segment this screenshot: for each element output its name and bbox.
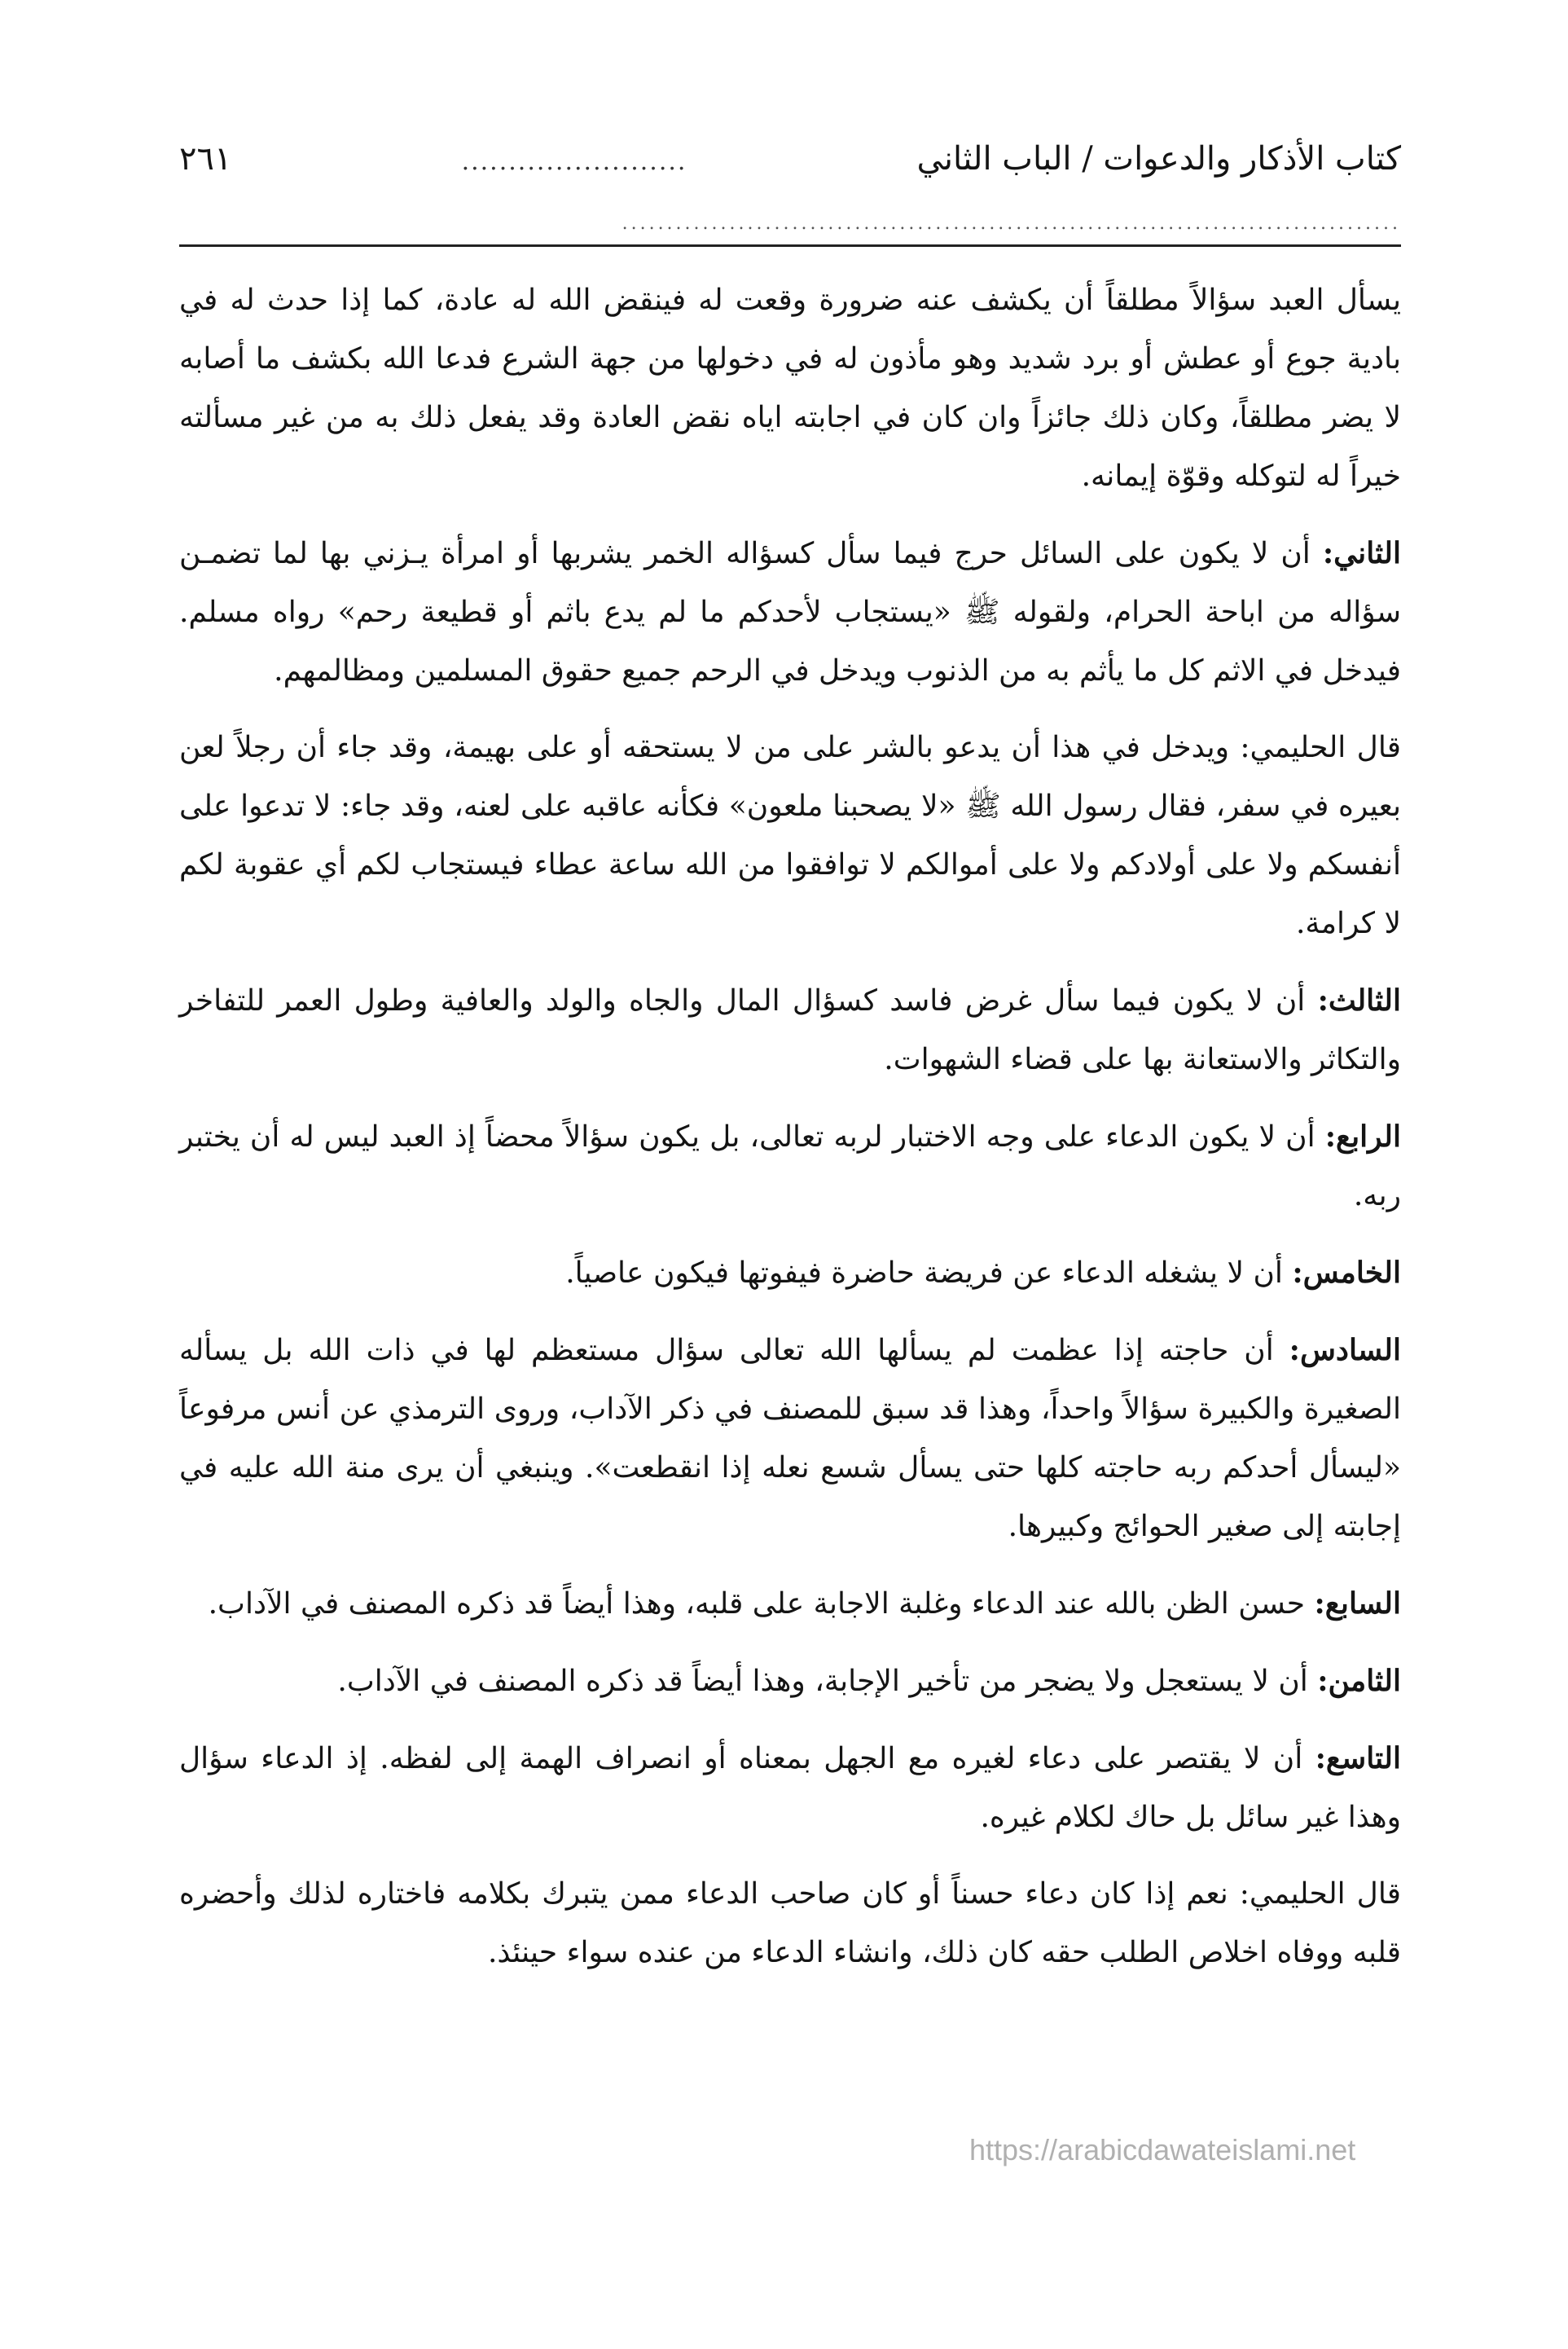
paragraph-10 <box>179 1729 1401 1847</box>
paragraph-text: يسأل العبد سؤالاً مطلقاً أن يكشف عنه ضرورة وقعت له فينقض الله له عادة، كما إذا حدث له في بادية جوع أو عطش أو برد شديد وهو مأذون له في دخولها من جهة الشرع فدعا الله بكشف ما أصابه لا يضر مطلقاً، وكان ذلك جائزاً وان كان في اجابته اياه نقض العادة وقد يفعل ذلك به من غير مسألته خيراً له لتوكله وقوّة إيمانه. <box>179 284 1402 493</box>
chapter-title: كتاب الأذكار والدعوات / الباب الثاني <box>916 140 1401 178</box>
header-rule <box>179 244 1401 247</box>
paragraph-lead: التاسع: <box>1315 1741 1401 1775</box>
paragraph-lead: الرابع: <box>1324 1120 1401 1154</box>
paragraph-text: قال الحليمي: نعم إذا كان دعاء حسناً أو كان صاحب الدعاء ممن يتبرك بكلامه فاختاره لذلك وأحضره قلبه ووفاه اخلاص الطلب حقه كان ذلك، وانشاء الدعاء من عنده سواء حينئذ. <box>179 1877 1401 1969</box>
paragraph-2 <box>179 524 1401 701</box>
paragraph-text: أن لا يكون فيما سأل غرض فاسد كسؤال المال والجاه والولد والعافية وطول العمر للتفاخر والتكاثر والاستعانة بها على قضاء الشهوات. <box>179 984 1401 1076</box>
paragraph-6 <box>179 1243 1401 1303</box>
paragraph-text: قال الحليمي: ويدخل في هذا أن يدعو بالشر على من لا يستحقه أو على بهيمة، وقد جاء أن رجلاً لعن بعيره في سفر، فقال رسول الله ﷺ «لا يصحبنا ملعون» فكأنه عاقبه على لعنه، وقد جاء: لا تدعوا على أنفسكم ولا على أولادكم ولا على أموالكم لا توافقوا من الله ساعة عطاء فيستجاب لكم أي عقوبة لكم لا كرامة. <box>179 731 1401 940</box>
paragraph-lead: الثالث: <box>1317 983 1401 1018</box>
paragraph-text: أن حاجته إذا عظمت لم يسألها الله تعالى سؤال مستعظم لها في ذات الله بل يسأله الصغيرة والكبيرة سؤالاً واحداً، وهذا قد سبق للمصنف في ذكر الآداب، وروى الترمذي عن أنس مرفوعاً «ليسأل أحدكم ربه حاجته كلها حتى يسأل شسع نعله إذا انقطعت». وينبغي أن يرى منة الله عليه في إجابته إلى صغير الحوائج وكبيرها. <box>179 1334 1401 1543</box>
running-header <box>179 122 1401 196</box>
paragraph-lead: الثامن: <box>1317 1664 1401 1698</box>
paragraph-8 <box>179 1574 1401 1634</box>
paragraph-1 <box>179 271 1401 506</box>
paragraph-text: أن لا يشغله الدعاء عن فريضة حاضرة فيفوتها فيكون عاصياً. <box>565 1256 1283 1290</box>
page-number: ٢٦١ <box>179 140 232 178</box>
paragraph-5 <box>179 1107 1401 1225</box>
paragraph-lead: الثاني: <box>1322 536 1401 570</box>
body-text <box>179 271 1401 1982</box>
paragraph-text: أن لا يستعجل ولا يضجر من تأخير الإجابة، وهذا أيضاً قد ذكره المصنف في الآداب. <box>337 1665 1308 1698</box>
paragraph-3 <box>179 719 1401 953</box>
paragraph-4 <box>179 971 1401 1089</box>
source-watermark: https://arabicdawateislami.net <box>969 2133 1356 2166</box>
paragraph-lead: السادس: <box>1289 1333 1401 1367</box>
header-leader-dots: ........................ <box>461 147 687 176</box>
paragraph-text: أن لا يكون على السائل حرج فيما سأل كسؤاله الخمر يشربها أو امرأة يـزني بها لما تضمـن سؤاله من اباحة الحرام، ولقوله ﷺ «يستجاب لأحدكم ما لم يدع باثم أو قطيعة رحم» رواه مسلم. فيدخل في الاثم كل ما يأثم به من الذنوب ويدخل في الرحم جميع حقوق المسلمين ومظالمهم. <box>179 537 1401 688</box>
paragraph-text: أن لا يكون الدعاء على وجه الاختبار لربه تعالى، بل يكون سؤالاً محضاً إذ العبد ليس له أن يختبر ربه. <box>179 1120 1401 1212</box>
paragraph-lead: السابع: <box>1314 1586 1401 1621</box>
dotted-separator: ....................................................................................... <box>621 213 1401 234</box>
paragraph-text: حسن الظن بالله عند الدعاء وغلبة الاجابة على قلبه، وهذا أيضاً قد ذكره المصنف في الآداب. <box>208 1587 1306 1621</box>
paragraph-7 <box>179 1321 1401 1556</box>
paragraph-text: أن لا يقتصر على دعاء لغيره مع الجهل بمعناه أو انصراف الهمة إلى لفظه. إذ الدعاء سؤال وهذا غير سائل بل حاك لكلام غيره. <box>179 1742 1401 1834</box>
paragraph-9 <box>179 1652 1401 1711</box>
paragraph-11 <box>179 1865 1401 1982</box>
book-page <box>179 122 1401 2000</box>
paragraph-lead: الخامس: <box>1292 1256 1401 1290</box>
